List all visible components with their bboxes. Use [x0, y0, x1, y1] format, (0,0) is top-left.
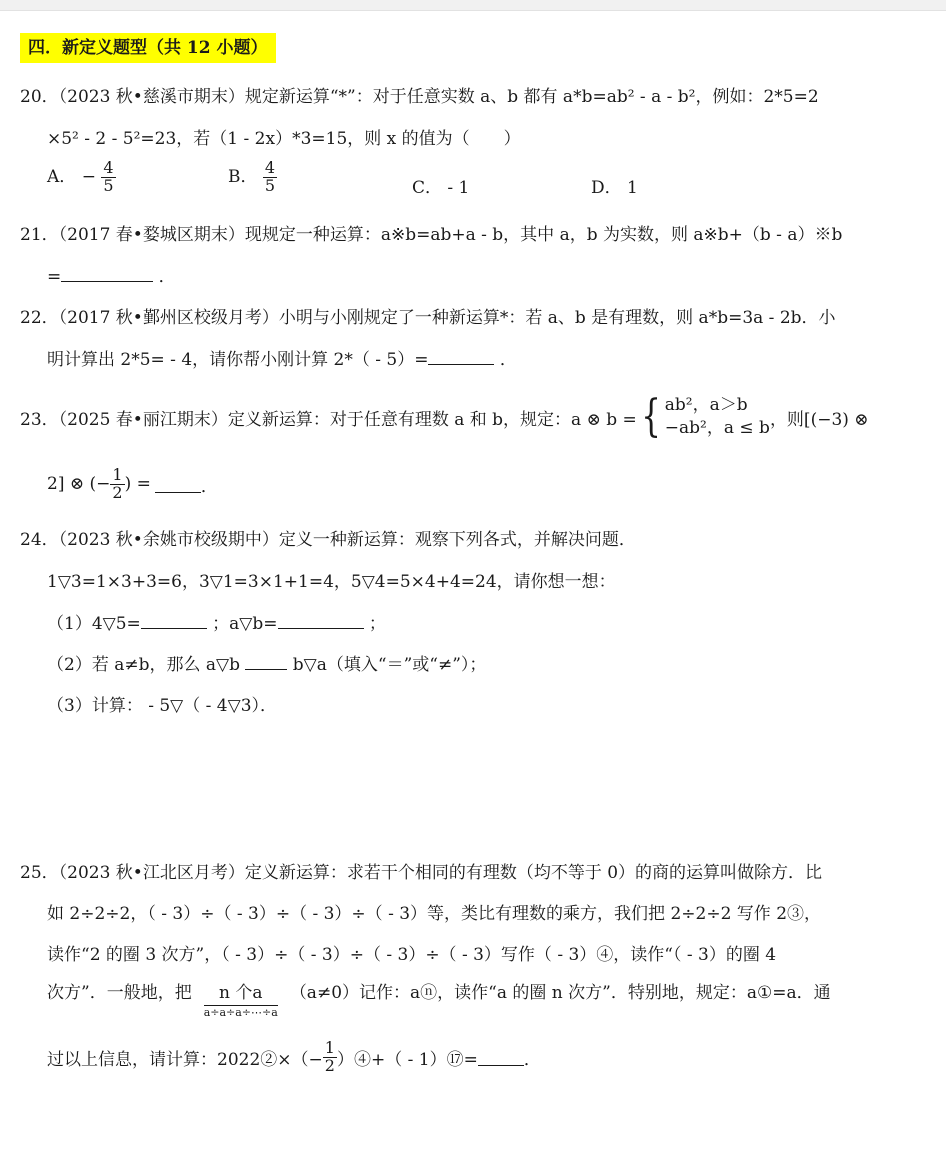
q23-piecewise: [665, 394, 770, 440]
q21-line2: [47, 262, 176, 287]
q24-part2-a: （2）若 a≠b，那么 a▽b: [47, 655, 246, 675]
q25-line3: 读作“2 的圈 3 次方”，（ - 3）÷（ - 3）÷（ - 3）÷（ - 3）写作（ - 3）④，读作“（ - 3）的圈 4: [47, 945, 777, 965]
q20-option-a-num: 4: [103, 158, 114, 177]
q20-line2: ×5² - 2 - 5²=23，若（1 - 2x）*3=15，则 x 的值为（ ）: [47, 129, 521, 149]
q20-option-c: C． - 1: [412, 178, 470, 198]
q20-option-b-label: B．: [228, 166, 258, 187]
q23-fraction: [110, 467, 124, 502]
q22-line2-prefix: 明计算出 2*5= - 4，请你帮小刚计算 2*（ - 5）=: [47, 350, 429, 370]
q22-line2-suffix: ．: [494, 350, 517, 370]
q25-line1: 25．（2023 秋•江北区月考）定义新运算：求若干个相同的有理数（均不等于 0）的商的运算叫做除方．比: [20, 863, 823, 883]
q24-part2: [47, 650, 486, 675]
q25-line4-b: （a≠0）记作：aⓝ，读作“a 的圈 n 次方”．特别地，规定：a①=a．通: [289, 983, 831, 1003]
q25-line5-a: 过以上信息，请计算：2022②×（−: [47, 1049, 323, 1070]
q25-over-label: n 个a: [219, 983, 263, 1003]
q24-part1-c: ；: [363, 614, 386, 634]
q23-case1: ab²，a＞b: [664, 395, 748, 416]
q20-option-a-fraction: [101, 160, 115, 195]
q24-part3: （3）计算： - 5▽（ - 4▽3）．: [47, 696, 278, 716]
q25-answer-blank: [478, 1049, 524, 1066]
q24-part2-blank: [245, 653, 287, 670]
q20-option-a: [47, 160, 116, 195]
q23-line2-prefix: 2] ⊗ (−: [47, 474, 111, 495]
q23-line2: [47, 467, 218, 502]
q24-part1-blank1: [141, 612, 207, 629]
q23-line2-after: ) =: [124, 474, 151, 495]
q23-suffix: ，则[(−3) ⊗: [769, 409, 869, 430]
q23-fraction-num: 1: [112, 465, 123, 484]
q23-brace: {: [640, 391, 661, 442]
q25-line4: [47, 978, 831, 1019]
q25-line5-suffix: ．: [523, 1049, 541, 1070]
q20-option-a-den: 5: [103, 175, 114, 195]
q23-prefix: 23．（2025 春•丽江期末）定义新运算：对于任意有理数 a 和 b，规定：a ⊗ b =: [20, 409, 637, 430]
q22-line1: 22．（2017 秋•鄞州区校级月考）小明与小刚规定了一种新运算*：若 a、b 是有理数，则 a*b=3a - 2b．小: [20, 308, 836, 328]
q20-option-b-den: 5: [264, 175, 276, 195]
q20-option-d: D． 1: [591, 178, 638, 198]
q21-line1: 21．（2017 春•婺城区期末）现规定一种运算：a※b=ab+a - b，其中 a，b 为实数，则 a※b+（b - a）※b: [20, 225, 843, 245]
q20-option-b: [228, 160, 277, 195]
q25-line5: [47, 1040, 541, 1075]
q23-fraction-den: 2: [112, 482, 123, 502]
top-toolbar-strip: [0, 0, 946, 11]
q24-part1-blank2: [278, 612, 364, 629]
q22-answer-blank: [428, 348, 494, 365]
q20-option-a-sign: −: [81, 166, 96, 187]
q25-line4-a: 次方”．一般地，把: [47, 983, 192, 1003]
q21-answer-blank: [61, 265, 153, 282]
q25-fraction-den: 2: [324, 1055, 335, 1075]
q25-under-label: a÷a÷a÷⋯÷a: [203, 1006, 278, 1019]
q23-case2: −ab²，a ≤ b: [664, 418, 770, 438]
q24-part1-a: （1）4▽5=: [47, 614, 141, 634]
q24-line1: 24．（2023 秋•余姚市校级期中）定义一种新运算：观察下列各式，并解决问题．: [20, 530, 636, 550]
q24-part1-b: ；a▽b=: [206, 614, 278, 634]
q25-line5-b: ）④+（ - 1）⑰=: [336, 1049, 478, 1070]
q20-line1: 20．（2023 秋•慈溪市期末）规定新运算“*”：对于任意实数 a、b 都有 a*b=ab² - a - b²，例如：2*5=2: [20, 87, 819, 107]
q20-option-b-num: 4: [264, 158, 276, 177]
q25-underbrace-expr: [204, 978, 278, 1019]
q22-line2: [47, 345, 517, 370]
q24-line2: 1▽3=1×3+3=6，3▽1=3×1+1=4，5▽4=5×4+4=24，请你想一想：: [47, 572, 616, 592]
q25-line2: 如 2÷2÷2，（ - 3）÷（ - 3）÷（ - 3）÷（ - 3）等，类比有理数的乘方，我们把 2÷2÷2 写作 2③，: [47, 904, 822, 924]
q24-part2-b: b▽a（填入“＝”或“≠”）；: [287, 655, 487, 675]
q23-line2-suffix: ．: [200, 476, 218, 497]
q21-line2-prefix: =: [47, 267, 62, 287]
q23-line1: [20, 390, 869, 444]
q23-answer-blank: [155, 476, 201, 493]
q24-part1: [47, 609, 386, 634]
q21-line2-suffix: ．: [153, 267, 176, 287]
section-title: 四．新定义题型（共 12 小题）: [20, 33, 276, 63]
q25-fraction-num: 1: [324, 1038, 335, 1057]
q20-option-b-fraction: [263, 160, 277, 195]
q25-fraction: [323, 1040, 337, 1075]
q20-option-a-label: A．: [47, 166, 77, 187]
